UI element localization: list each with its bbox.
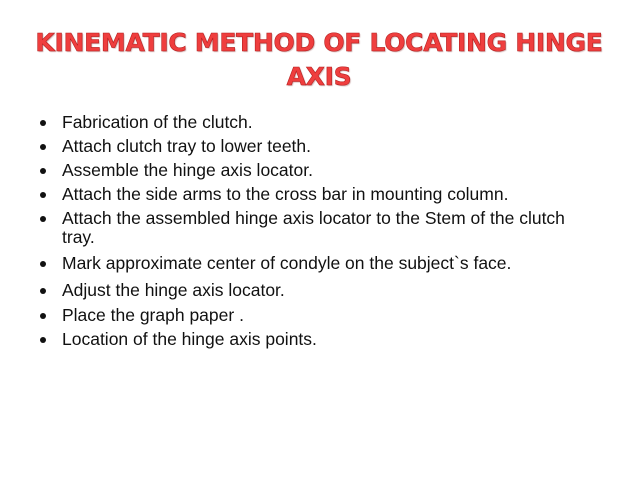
bullet-icon: [40, 313, 46, 319]
bullet-item: [40, 113, 600, 132]
bullet-item: [40, 306, 600, 325]
bullet-item: [40, 209, 600, 247]
bullet-item: [40, 281, 600, 300]
bullet-icon: [40, 216, 46, 222]
slide-title: [20, 26, 618, 94]
bullet-icon: [40, 120, 46, 126]
title-line-1: KINEMATIC METHOD OF LOCATING HINGE: [35, 28, 603, 57]
bullet-item: [40, 254, 600, 273]
bullet-icon: [40, 337, 46, 343]
bullet-list: [40, 113, 600, 349]
bullet-text: Fabrication of the clutch.: [62, 112, 253, 132]
bullet-item: [40, 330, 600, 349]
bullet-text: Adjust the hinge axis locator.: [62, 280, 285, 300]
bullet-text: Attach the assembled hinge axis locator to the Stem of the clutch tray.: [62, 208, 565, 247]
bullet-text: Location of the hinge axis points.: [62, 329, 317, 349]
bullet-icon: [40, 192, 46, 198]
bullet-text: Place the graph paper .: [62, 305, 244, 325]
bullet-icon: [40, 288, 46, 294]
bullet-item: [40, 137, 600, 156]
bullet-icon: [40, 168, 46, 174]
bullet-item: [40, 185, 600, 204]
bullet-text: Attach clutch tray to lower teeth.: [62, 136, 312, 156]
bullet-text: Assemble the hinge axis locator.: [62, 160, 313, 180]
bullet-text: Attach the side arms to the cross bar in mounting column.: [62, 184, 509, 204]
bullet-icon: [40, 261, 46, 267]
bullet-item: [40, 161, 600, 180]
bullet-text: Mark approximate center of condyle on the subject`s face.: [62, 253, 512, 273]
bullet-icon: [40, 144, 46, 150]
title-line-2: AXIS: [286, 62, 352, 91]
